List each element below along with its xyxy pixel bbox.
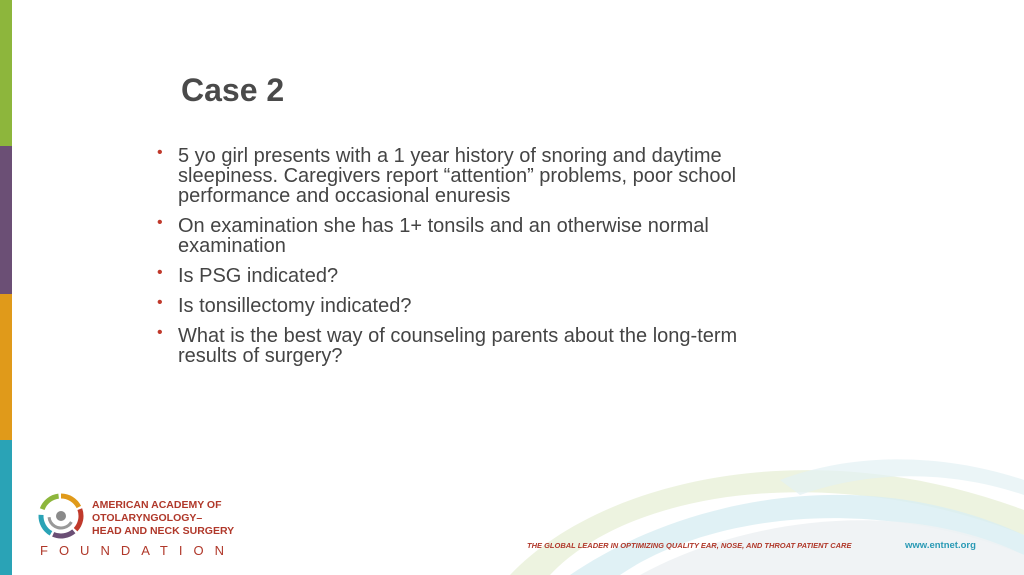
aao-hns-logo-icon	[38, 493, 84, 539]
bullet-line: results of surgery?	[178, 345, 343, 367]
bullet-dot-icon: •	[157, 264, 163, 281]
bullet-dot-icon: •	[157, 294, 163, 311]
slide-title: Case 2	[181, 72, 285, 108]
bullet-line: examination	[178, 235, 286, 257]
org-name-line: OTOLARYNGOLOGY–	[92, 512, 203, 524]
bullet-item	[156, 146, 796, 206]
bullet-line: On examination she has 1+ tonsils and an otherwise normal	[178, 215, 709, 237]
bullet-line: What is the best way of counseling parents about the long-term	[178, 325, 738, 347]
side-bar-green	[0, 0, 12, 146]
bullet-item	[156, 216, 796, 256]
org-name	[92, 499, 234, 538]
bullet-line: 5 yo girl presents with a 1 year history of snoring and daytime	[178, 145, 722, 167]
bullet-line: Is PSG indicated?	[178, 265, 339, 287]
org-name-line: HEAD AND NECK SURGERY	[92, 525, 235, 537]
bullet-item	[156, 296, 796, 316]
side-color-bar	[0, 0, 12, 575]
footer-tagline: THE GLOBAL LEADER IN OPTIMIZING QUALITY EAR, NOSE, AND THROAT PATIENT CARE	[527, 541, 852, 550]
bullet-dot-icon: •	[157, 144, 163, 161]
bullet-line: sleepiness. Caregivers report “attention” problems, poor school	[178, 165, 737, 187]
bullet-item	[156, 266, 796, 286]
bullet-item	[156, 326, 796, 366]
bullet-list	[156, 146, 796, 376]
side-bar-purple	[0, 146, 12, 294]
bullet-dot-icon: •	[157, 324, 163, 341]
bullet-line: Is tonsillectomy indicated?	[178, 295, 412, 317]
bullet-dot-icon: •	[157, 214, 163, 231]
footer-url[interactable]: www.entnet.org	[905, 540, 976, 551]
bullet-line: performance and occasional enuresis	[178, 185, 511, 207]
side-bar-orange	[0, 294, 12, 440]
org-name-line: AMERICAN ACADEMY OF	[92, 499, 222, 511]
side-bar-teal	[0, 440, 12, 575]
decorative-swoosh	[480, 440, 1024, 575]
foundation-label: FOUNDATION	[40, 543, 235, 558]
